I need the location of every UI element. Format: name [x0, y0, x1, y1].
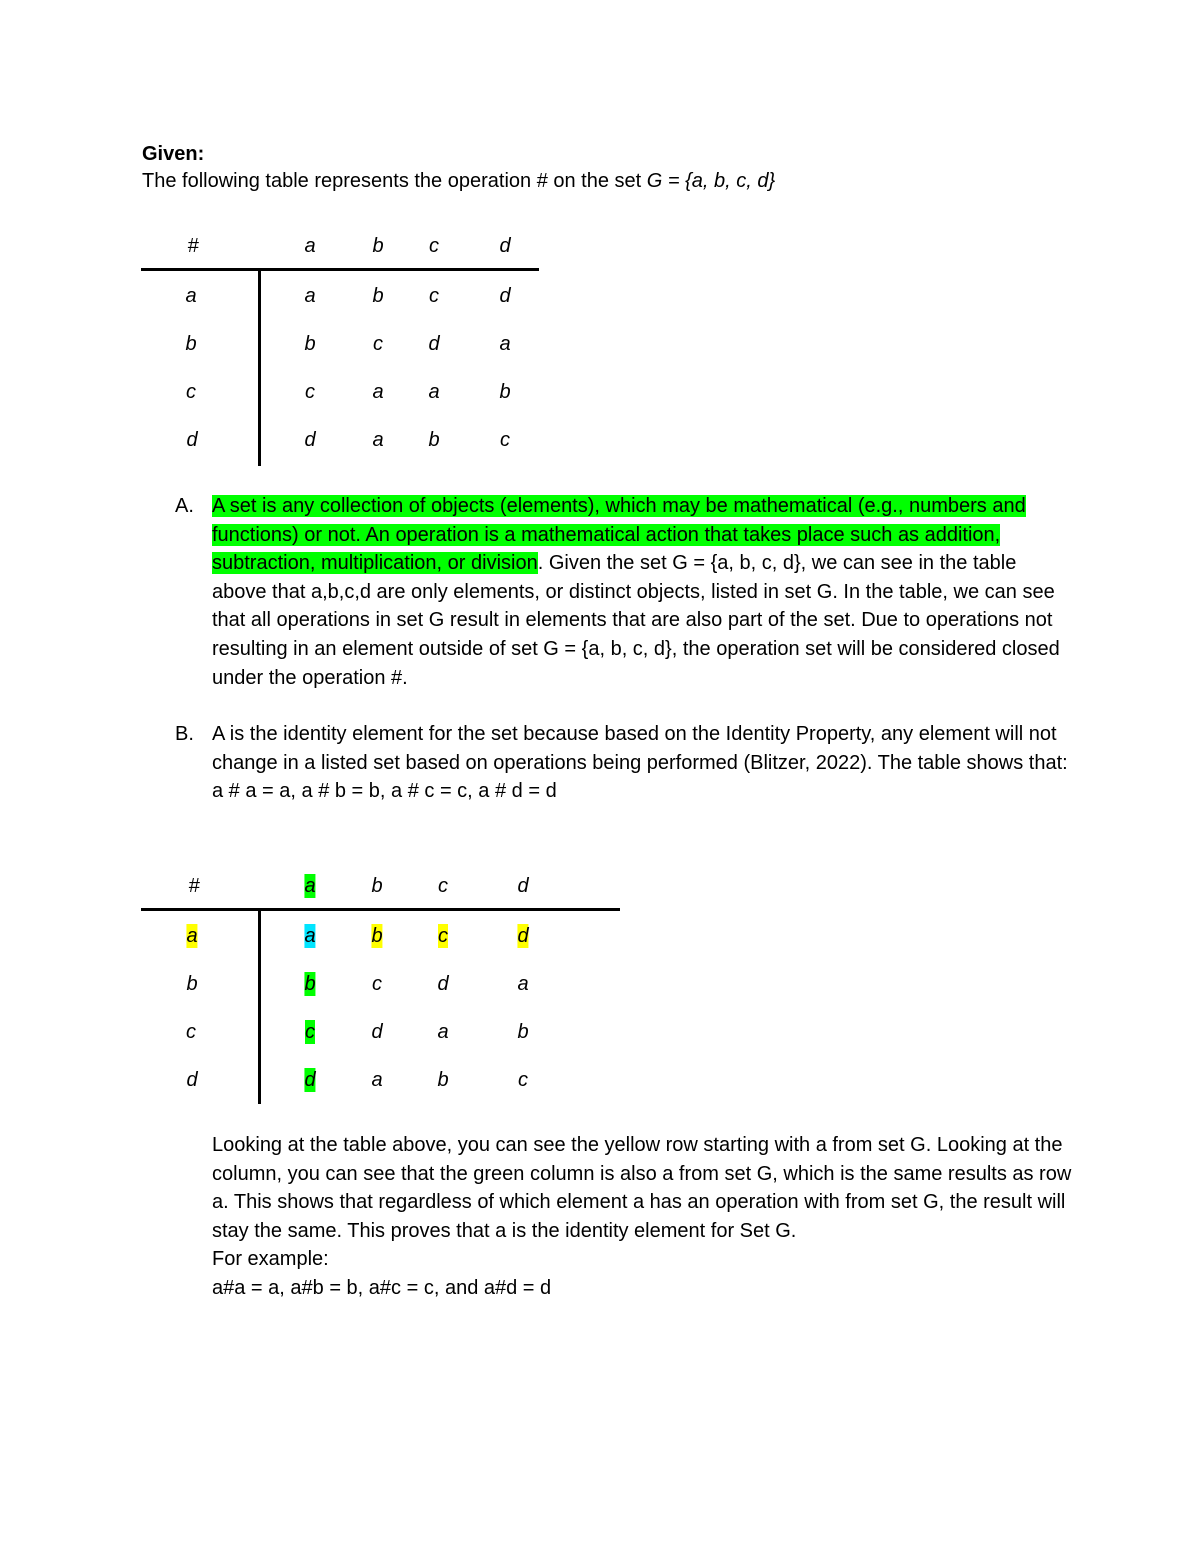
table1-row-header: d — [186, 429, 198, 451]
table1-col-header: b — [372, 235, 384, 257]
table2-cell: a — [437, 1021, 449, 1043]
conclusion-paragraph: Looking at the table above, you can see the yellow row starting with a from set G. Looking at the column, you can see that the green column is also a from set G, which is the same results as row a. This shows that regardless of which element a has an operation with from set G, the result will stay the same. This proves that a is the identity element for Set G. — [212, 1134, 1072, 1242]
table1-cell: d — [304, 429, 316, 451]
table2-col-header: b — [371, 875, 383, 897]
table1-row-rule — [258, 270, 261, 466]
table1-cell: c — [429, 285, 439, 307]
table2-row-header: b — [186, 973, 198, 995]
table2-cell: d — [304, 1069, 316, 1091]
table1-cell: a — [304, 285, 316, 307]
table1-cell: b — [304, 333, 316, 355]
table2-cell: b — [371, 925, 383, 947]
section-b-text — [212, 720, 1072, 806]
table1-cell: c — [305, 381, 315, 403]
section-a-marker: A. — [175, 495, 194, 517]
table1-cell: a — [372, 381, 384, 403]
conclusion-text — [212, 1131, 1072, 1303]
table2-cell: d — [437, 973, 449, 995]
given-set: G = {a, b, c, d} — [646, 170, 776, 192]
table2-cell: b — [304, 973, 316, 995]
section-b-paragraph: A is the identity element for the set because based on the Identity Property, any element will not change in a listed set based on operations being performed (Blitzer, 2022). The table shows that: — [212, 723, 1068, 774]
section-a-highlighted: A set is any collection of objects (elements), which may be mathematical (e.g., numbers and functions) or not. An operation is a mathematical action that takes place such as addition, subtraction, multiplication, or division — [212, 495, 1026, 575]
section-b-marker: B. — [175, 723, 194, 745]
table2-cell: c — [372, 973, 382, 995]
table2-row-header: d — [186, 1069, 198, 1091]
table1-cell: d — [499, 285, 511, 307]
table2-cell: d — [517, 925, 529, 947]
table2-cell: a — [371, 1069, 383, 1091]
table2-corner: # — [188, 875, 200, 897]
table1-cell: a — [428, 381, 440, 403]
table1-row-header: a — [185, 285, 197, 307]
table1-col-header: a — [304, 235, 316, 257]
table2-cell: d — [371, 1021, 383, 1043]
table2-cell: b — [437, 1069, 449, 1091]
table2-col-header: c — [438, 875, 448, 897]
table1-cell: d — [428, 333, 440, 355]
table2-col-header: d — [517, 875, 529, 897]
table2-row-rule — [258, 910, 261, 1104]
section-a-text — [212, 492, 1072, 692]
given-heading: Given: — [142, 143, 205, 165]
example-equation: a#a = a, a#b = b, a#c = c, and a#d = d — [212, 1276, 552, 1299]
given-intro-prefix: The following table represents the operation # on the set — [142, 170, 647, 192]
section-a-rest: . Given the set G = {a, b, c, d}, we can see in the table above that a,b,c,d are only elements, or distinct objects, listed in set G. In the table, we can see that all operations in set G result in elements that are also part of the set. Due to operations not resulting in an element outside of set G = {a, b, c, d}, the operation set will be considered closed under the operation #. — [212, 552, 1060, 689]
table2-row-header: a — [186, 925, 198, 947]
table2-cell: c — [518, 1069, 528, 1091]
table1-col-header: c — [429, 235, 439, 257]
table1-cell: b — [428, 429, 440, 451]
table2-col-header: a — [304, 875, 316, 897]
table1-corner: # — [187, 235, 199, 257]
table2-row-header: c — [186, 1021, 196, 1043]
table2-cell: b — [517, 1021, 529, 1043]
table1-cell: a — [372, 429, 384, 451]
table1-cell: b — [499, 381, 511, 403]
example-label: For example: — [212, 1248, 329, 1271]
table2-cell: c — [438, 925, 448, 947]
table1-cell: c — [373, 333, 383, 355]
table2-cell: a — [304, 925, 316, 947]
given-intro — [142, 169, 775, 193]
table1-cell: b — [372, 285, 384, 307]
table1-cell: a — [499, 333, 511, 355]
table2-header-rule — [141, 908, 620, 911]
table1-header-rule — [141, 268, 539, 271]
table1-col-header: d — [499, 235, 511, 257]
section-b-equation: a # a = a, a # b = b, a # c = c, a # d = d — [212, 780, 557, 803]
table2-cell: a — [517, 973, 529, 995]
table1-cell: c — [500, 429, 510, 451]
table2-cell: c — [305, 1021, 315, 1043]
table1-row-header: c — [186, 381, 196, 403]
table1-row-header: b — [185, 333, 197, 355]
